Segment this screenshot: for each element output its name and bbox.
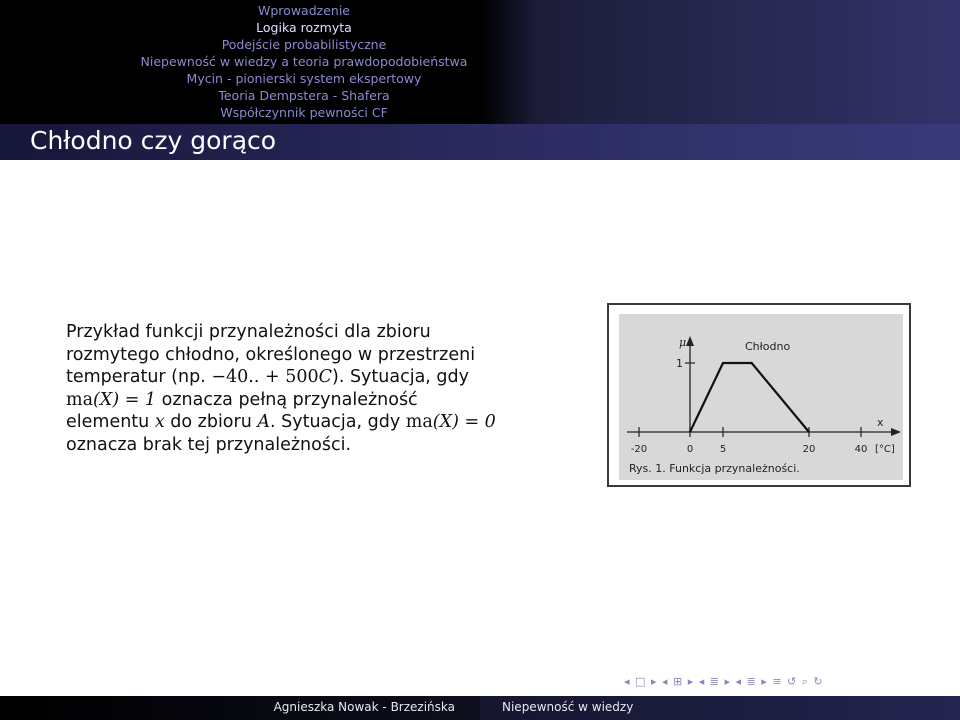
section-list [0,2,608,121]
body-text-segment: elementu [66,412,155,432]
section-icon[interactable]: ≣ [709,675,720,688]
body-text-segment: ). Sytuacja, gdy [332,367,470,387]
figure-scan-background [619,314,903,480]
subsection-icon[interactable]: ⊞ [673,675,684,688]
celsius-symbol: C [318,367,332,387]
figure-caption: Rys. 1. Funkcja przynależności. [629,462,800,475]
nav-item-wprowadzenie[interactable]: Wprowadzenie [258,3,350,18]
membership-function-name: ma [66,389,94,410]
nav-item-dempster-shafer[interactable]: Teoria Dempstera - Shafera [218,88,390,103]
slide-body-text [66,321,566,456]
appendix-icon[interactable]: ≡ [772,675,783,688]
nav-prev-icon[interactable]: ◂ [661,675,669,688]
footer-bar [0,696,960,720]
x-tick-label: 20 [802,444,816,455]
membership-expression: (X) = 1 [93,389,157,410]
nav-next-icon[interactable]: ▸ [687,675,695,688]
membership-expression: (X) = 0 [432,412,496,432]
body-text-segment: temperatur (np. [66,367,206,387]
set-a: A [257,412,270,432]
body-text-segment: do zbioru [164,412,258,432]
temperature-range: −40.. + 500 [211,367,319,387]
frame-title: Chłodno czy gorąco [30,126,277,155]
x-tick-label: 5 [719,444,727,455]
set-label: Chłodno [745,340,791,353]
unit-label: [°C] [875,444,895,455]
nav-prev-icon[interactable]: ◂ [624,675,631,688]
x-tick-label: 0 [686,444,694,455]
nav-next-icon[interactable]: ▸ [761,675,768,688]
membership-function-name: ma [405,412,433,432]
membership-plot [619,314,903,480]
mu-label: μ [679,336,687,349]
section-icon[interactable]: ≣ [746,675,757,688]
one-label: 1 [676,357,683,370]
footer-short-title: Niepewność w wiedzy [502,700,634,714]
variable-x: x [154,412,165,432]
body-line: Przykład funkcji przynależności dla zbioru [66,322,431,342]
nav-item-mycin[interactable]: Mycin - pionierski system ekspertowy [186,71,422,86]
redo-icon[interactable]: ↻ [813,675,824,688]
header-navigation [0,0,960,124]
nav-item-wspolczynnik-cf[interactable]: Współczynnik pewności CF [220,105,388,120]
nav-prev-icon[interactable]: ◂ [735,675,743,688]
nav-next-icon[interactable]: ▸ [724,675,732,688]
x-label: x [877,416,884,429]
x-tick-labels [631,444,868,455]
body-line: oznacza brak tej przynależności. [66,434,352,455]
y-axis-arrow-icon [686,336,694,346]
nav-item-logika-rozmyta[interactable]: Logika rozmyta [256,20,352,35]
body-line [66,389,566,412]
x-tick-label: -20 [630,444,648,455]
nav-item-niepewnosc-prawdopodobienstwo[interactable]: Niepewność w wiedzy a teoria prawdopodobieństwa [140,54,468,69]
nav-prev-icon[interactable]: ◂ [698,675,706,688]
nav-next-icon[interactable]: ▸ [650,675,658,688]
body-line [66,366,566,389]
beamer-navigation-symbols[interactable] [624,675,824,689]
frame-icon[interactable]: □ [635,675,647,688]
search-icon[interactable]: ⌕ [801,675,809,688]
body-text-segment: oznacza pełną przynależność [156,389,418,410]
x-axis-arrow-icon [891,428,901,436]
nav-item-podejscie-probabilistyczne[interactable]: Podejście probabilistyczne [221,37,387,52]
membership-function-figure [607,303,911,487]
membership-curve [690,363,809,432]
body-text-segment: . Sytuacja, gdy [270,412,406,432]
undo-icon[interactable]: ↺ [787,675,798,688]
body-line: rozmytego chłodno, określonego w przestrzeni [66,344,476,365]
body-line [66,411,566,434]
footer-author: Agnieszka Nowak - Brzezińska [273,700,455,714]
x-tick-label: 40 [854,444,868,455]
